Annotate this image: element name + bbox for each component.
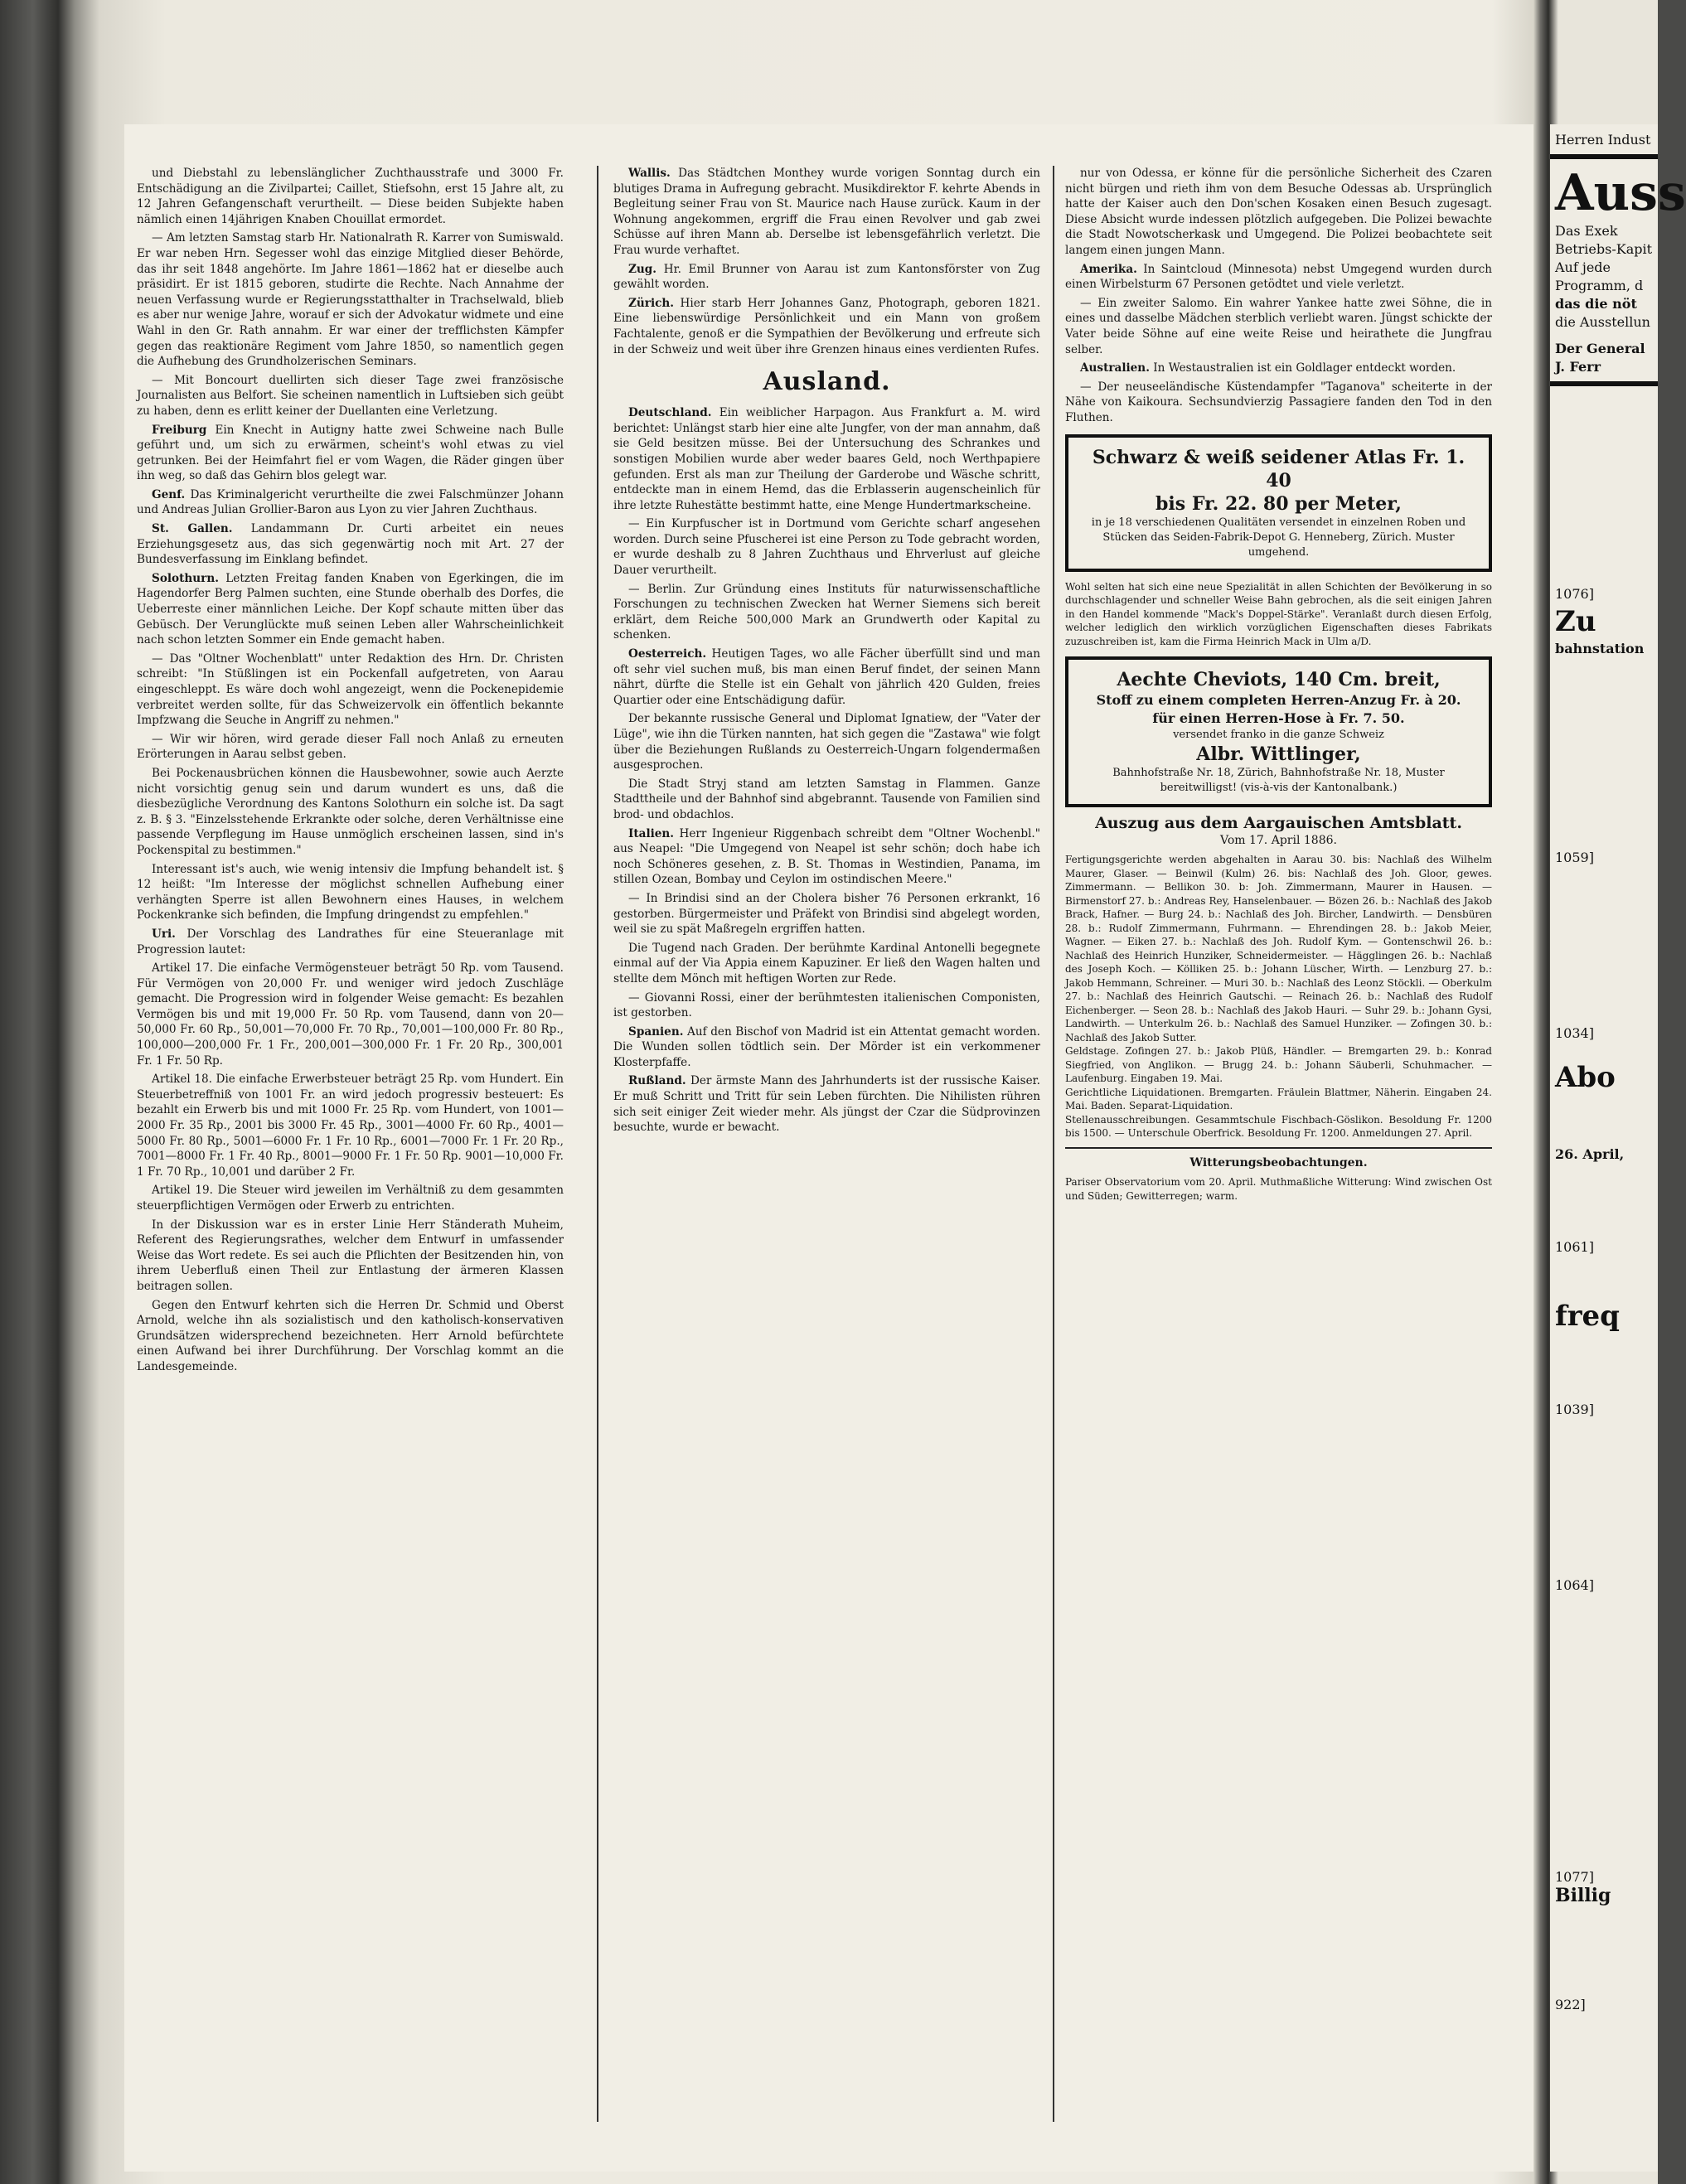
article-text: Das Städtchen Monthey wurde vorigen Sonntag durch ein blutiges Drama in Aufregung gebracht. Musikdirektor F. kehrte Abends in Begleitung seiner Frau von St. Maurice nach Hause zurück. Kaum in der Wohnung angekommen, ergriff die Frau einen Revolver und gab zwei Schüsse auf ihren Mann ab. Derselbe ist lebensgefährlich verletzt. Die Frau wurde verhaftet. — [613, 167, 1040, 257]
article-paragraph — [137, 571, 564, 648]
article-paragraph: Artikel 17. Die einfache Vermögensteuer beträgt 50 Rp. vom Tausend. Für Vermögen von 20,000 Fr. und weniger wird jedoch Zuschläge gemacht. Die Progression wird in folgender Weise gemacht: Es bezahlen Vermögen bis und mit 19,000 Fr. 50 Rp. vom Tausend, dann von 20—50,000 Fr. 60 Rp., 50,001—70,000 Fr. 70 Rp., 70,001—100,000 Fr. 80 Rp., 100,000—200,000 Fr. 1 Fr., 200,001—300,000 Fr. 1 Fr. 20 Rp., 300,001 Fr. 1 Fr. 50 Rp. — [137, 961, 564, 1068]
article-paragraph — [613, 166, 1040, 259]
article-text: Ein weiblicher Harpagon. Aus Frankfurt a. M. wird berichtet: Unlängst starb hier eine alte Jungfer, von der man annahm, daß sie Geld besitzen müsse. Bei der Untersuchung des Schrankes und sonstigen Mobilien wurde aber weder baares Geld, noch Werthpapiere gefunden. Erst als man zur Theilung der Garderobe und Wäsche schritt, entdeckte man in einem Hemd, das die Erblasserin augenscheinlich für ihre letzte Ruhestätte bestimmt hatte, eine Menge Hundertmarkscheine. — [613, 406, 1040, 512]
edge-headline: Auss — [1555, 164, 1686, 222]
edge-headline: freq — [1555, 1300, 1620, 1333]
place-keyword: Italien. — [628, 826, 675, 840]
edge-number: 1077] — [1555, 1869, 1594, 1885]
ad-firm: Albr. Wittlinger, — [1196, 743, 1361, 765]
place-keyword: Australien. — [1080, 361, 1150, 375]
article-text: Letzten Freitag fanden Knaben von Egerkingen, die im Hagendorfer Berg Palmen suchten, eine Stunde oberhalb des Dorfes, die Ueberreste einer männlichen Leiche. Der Kopf schaute mitten über das Gebüsch. Der Verunglückte muß seinen Leben aller Wahrscheinlichkeit nach schon letzten Sommer ein Ende gemacht haben. — [137, 571, 564, 647]
edge-text: Betriebs-Kapit — [1555, 241, 1653, 257]
ad-headline: bis Fr. 22. 80 per Meter, — [1155, 492, 1402, 515]
column-1 — [137, 166, 564, 2122]
place-keyword: Deutschland. — [628, 406, 712, 420]
article-paragraph — [613, 405, 1040, 513]
ad-text: in je 18 verschiedenen Qualitäten versendet in einzelnen Roben und Stücken das Seiden-Fabrik-Depot G. Henneberg, Zürich. Muster umgehend. — [1091, 516, 1466, 559]
article-text: Der Vorschlag des Landrathes für eine Steueranlage mit Progression lautet: — [137, 927, 564, 956]
edge-text: bahnstation — [1555, 641, 1645, 656]
mack-advertisement: Wohl selten hat sich eine neue Spezialität in allen Schichten der Bevölkerung in so durchschlagender und schneller Weise Bahn gebrochen, als die seit einigen Jahren in den Handel kommende "Mack's Doppel-Stärke". Veranlaßt durch diesen Erfolg, welcher lediglich den wirklich vorzüglichen Eigenschaften dieses Fabrikats zuzuschreiben ist, kam die Firma Heinrich Mack in Ulm a/D. — [1065, 580, 1492, 647]
weather-text: Pariser Observatorium vom 20. April. Muthmaßliche Witterung: Wind zwischen Ost und Süden; Gewitterregen; warm. — [1065, 1176, 1492, 1202]
article-paragraph: Artikel 19. Die Steuer wird jeweilen im Verhältniß zu dem gesammten steuerpflichtigen Vermögen oder Erwerb zu entrichten. — [137, 1184, 564, 1213]
edge-text: Der General — [1555, 341, 1645, 356]
newspaper-page — [124, 124, 1533, 2172]
article-paragraph: Bei Pockenausbrüchen können die Hausbewohner, sowie auch Aerzte nicht vorsichtig genug sein und darum wundert es uns, daß die diesbezügliche Verordnung des Kantons Solothurn ein solche ist. Da sagt z. B. § 3. "Einzelsstehende Erkrankte oder solche, deren Verhältnisse eine passende Verpflegung im Hause unmöglich erscheinen lassen, sind in's Pockenspital zu bestimmen." — [137, 766, 564, 857]
article-paragraph: — Der neuseeländische Küstendampfer "Taganova" scheiterte in der Nähe von Kaikoura. Sechsundvierzig Passagiere fanden den Tod in den Fluthen. — [1065, 380, 1492, 424]
cheviot-advertisement — [1065, 656, 1492, 807]
place-keyword: Solothurn. — [152, 571, 219, 585]
ad-address: Bahnhofstraße Nr. 18, Zürich, Bahnhofstraße Nr. 18, Muster bereitwilligst! (vis-à-vis der Kantonalbank.) — [1112, 767, 1445, 794]
amtsblatt-geldstage: Geldstage. Zofingen 27. b.: Jakob Plüß, Händler. — Bremgarten 29. b.: Konrad Siegfried, von Anglikon. — Brugg 24. b.: Johann Säuberli, Schuhmacher. — Laufenburg. Eingaben 19. Mai. — [1065, 1045, 1492, 1085]
column-3 — [1065, 166, 1492, 2122]
article-paragraph — [613, 262, 1040, 293]
article-text: In Saintcloud (Minnesota) nebst Umgegend wurden durch einen Wirbelsturm 67 Personen getödtet und viele verletzt. — [1065, 262, 1492, 292]
place-keyword: Zug. — [628, 262, 657, 276]
ad-headline: Schwarz & weiß seidener Atlas Fr. 1. 40 — [1092, 446, 1466, 492]
section-heading: Ausland. — [763, 367, 891, 397]
article-paragraph: — Berlin. Zur Gründung eines Instituts für naturwissenschaftliche Forschungen zu technischen Zwecken hat Werner Siemens sich bereit erklärt, dem Reiche 500,000 Mark an Grundwerth oder Kapital zu schenken. — [613, 582, 1040, 642]
article-paragraph: — In Brindisi sind an der Cholera bisher 76 Personen erkrankt, 16 gestorben. Bürgermeister und Präfekt von Brindisi sind abgelegt worden, weil sie zu spät Maßregeln ergriffen hatten. — [613, 891, 1040, 937]
article-paragraph: Interessant ist's auch, wie wenig intensiv die Impfung behandelt ist. § 12 heißt: "Im Interesse der möglichst schnellen Aufhebung einer verhängten Sperre ist allen Bewohnern eines Hauses, in welchem Pockenkranke sich befinden, die Impfung dringendst zu empfehlen." — [137, 862, 564, 923]
article-paragraph: — Das "Oltner Wochenblatt" unter Redaktion des Hrn. Dr. Christen schreibt: "In Stüßlingen ist ein Pockenfall aufgetreten, von Aarau eingeschleppt. Es wäre doch wohl angezeigt, wenn die Pockenepidemie verbreitet werden sollte, für das Schweizervolk ein öffentlich bekannte Impfzwang die Seuche in Angriff zu nehmen." — [137, 651, 564, 728]
place-keyword: Genf. — [152, 487, 186, 501]
edge-text: J. Ferr — [1555, 359, 1601, 375]
column-rule — [597, 166, 598, 2122]
edge-number: 1064] — [1555, 1577, 1594, 1593]
edge-number: 1076] — [1555, 586, 1594, 602]
place-keyword: Zürich. — [628, 296, 675, 310]
edge-headline: Zu — [1555, 605, 1596, 638]
article-paragraph: nur von Odessa, er könne für die persönliche Sicherheit des Czaren nicht bürgen und rieth ihm von dem Besuche Odessas ab. Ursprünglich hatte der Kaiser auch den Don'schen Kosaken einen Besuch zugesagt. Diese Absicht wurde indessen plötzlich aufgegeben. Die Polizei bewachte die Stadt Nowotscherkask und Umgegend. Die Polizei beobachtete seit langem einen jungen Mann. — [1065, 167, 1492, 257]
article-paragraph: — Ein Kurpfuscher ist in Dortmund vom Gerichte scharf angesehen worden. Durch seine Pfuscherei ist eine Person zu Tode gebracht worden, er wurde deshalb zu 8 Jahren Zuchthaus und Ehrverlust auf gleiche Dauer verurtheilt. — [613, 517, 1040, 578]
article-paragraph — [613, 296, 1040, 357]
article-paragraph: und Diebstahl zu lebenslänglicher Zuchthausstrafe und 3000 Fr. Entschädigung an die Zivilpartei; Caillet, Stiefsohn, erst 15 Jahre alt, zu 12 Jahren Gefangenschaft verurtheilt. — Diese beiden Subjekte haben nämlich einen 14jährigen Knaben Chouillat ermordet. — [137, 167, 564, 226]
edge-text: Billig — [1555, 1885, 1611, 1906]
place-keyword: St. Gallen. — [152, 522, 233, 536]
amtsblatt-title: Auszug aus dem Aargauischen Amtsblatt. — [1095, 814, 1462, 832]
article-text: Hier starb Herr Johannes Ganz, Photograph, geboren 1821. Eine liebenswürdige Persönlichkeit und ein Mann von großem Fachtalente, genoß er die Sympathien der Bevölkerung und erfreute sich in der Schweiz und weit über ihre Grenzen hinaus eines verdienten Rufes. — [613, 296, 1040, 356]
place-keyword: Freiburg — [152, 423, 207, 437]
place-keyword: Amerika. — [1080, 262, 1137, 276]
divider — [1550, 154, 1658, 159]
article-paragraph — [137, 521, 564, 568]
article-paragraph: Artikel 18. Die einfache Erwerbsteuer beträgt 25 Rp. vom Hundert. Ein Steuerbetreffniß von 1001 Fr. an wird jedoch progressiv besteuert: Es bezahlt ein Erwerb bis und mit 1000 Fr. 25 Rp. vom Hundert, von 1001—2000 Fr. 35 Rp., 2001 bis 3000 Fr. 45 Rp., 3001—4000 Fr. 60 Rp., 4001—5000 Fr. 80 Rp., 5001—6000 Fr. 1 Fr. 10 Rp., 6001—7000 Fr. 1 Fr. 20 Rp., 7001—8000 Fr. 1 Fr. 40 Rp., 8001—9000 Fr. 1 Fr. 50 Rp. 9001—10,000 Fr. 1 Fr. 70 Rp., 10,001 und darüber 2 Fr. — [137, 1073, 564, 1179]
edge-number: 1039] — [1555, 1402, 1594, 1417]
article-paragraph: Die Tugend nach Graden. Der berühmte Kardinal Antonelli begegnete einmal auf der Via Appia einem Kapuziner. Er ließ den Wagen halten und stellte dem Mönch mit heftigen Worten zur Rede. — [613, 941, 1040, 985]
edge-number: 922] — [1555, 1997, 1586, 2012]
article-text: Der ärmste Mann des Jahrhunderts ist der russische Kaiser. Er muß Schritt und Tritt für sein Leben fürchten. Die Nihilisten rühren sich seit einiger Zeit wieder mehr. Als jüngst der Czar die Südprovinzen besuchte, wurde er bewacht. — [613, 1074, 1040, 1135]
article-paragraph — [137, 423, 564, 484]
divider — [1550, 381, 1658, 386]
article-paragraph: — Giovanni Rossi, einer der berühmtesten italienischen Componisten, ist gestorben. — [613, 990, 1040, 1020]
ad-text: versendet franko in die ganze Schweiz — [1173, 729, 1384, 741]
article-paragraph: Der bekannte russische General und Diplomat Ignatiew, der "Vater der Lüge", wie ihn die Türken nannten, hat sich gegen die "Zastawa" wie folgt über die Beziehungen Rußlands zu Oesterreich-Ungarn folgendermaßen ausgesprochen. — [613, 712, 1040, 772]
article-paragraph: — Mit Boncourt duellirten sich dieser Tage zwei französische Journalisten aus Belfort. Sie scheinen namentlich in Luftsieben sich geübt zu haben, denn es erlitt keiner der Duellanten eine Verletzung. — [137, 373, 564, 418]
article-paragraph: — Wir wir hören, wird gerade dieser Fall noch Anlaß zu erneuten Erörterungen in Aarau selbst geben. — [137, 732, 564, 762]
ad-text: Stoff zu einem completen Herren-Anzug Fr. à 20. — [1096, 692, 1461, 708]
article-text: Ein Knecht in Autigny hatte zwei Schweine nach Bulle geführt und, um sich zu erwärmen, scheint's wohl etwas zu viel getrunken. Bei der Heimfahrt fiel er vom Wagen, die Räder gingen über ihn weg, so daß das Gehirn blos gelegt war. — [137, 423, 564, 483]
amtsblatt-date: Vom 17. April 1886. — [1220, 833, 1337, 847]
article-paragraph — [1065, 262, 1492, 293]
article-paragraph — [137, 487, 564, 518]
article-paragraph: — Ein zweiter Salomo. Ein wahrer Yankee hatte zwei Söhne, die in eines und dasselbe Mädchen sterblich verliebt waren. Jüngst schickte der Vater beide Söhne auf eine weite Reise und heirathete die Jungfrau selber. — [1065, 296, 1492, 356]
article-text: Herr Ingenieur Riggenbach schreibt dem "Oltner Wochenbl." aus Neapel: "Die Umgegend von Neapel ist sehr schön; doch habe ich noch Schöneres gesehen, z. B. St. Thomas in Westindien, Panama, im stillen Ozean, Bombay und Ceylon im ostindischen Meere." — [613, 826, 1040, 887]
article-text: Landammann Dr. Curti arbeitet ein neues Erziehungsgesetz aus, das sich gegenwärtig noch mit Art. 27 der Bundesverfassung im Einklang befindet. — [137, 522, 564, 567]
edge-text: Herren Indust — [1555, 132, 1651, 148]
edge-number: 1061] — [1555, 1239, 1594, 1255]
adjacent-page-edge — [1550, 124, 1686, 2172]
ad-text: für einen Herren-Hose à Fr. 7. 50. — [1152, 710, 1405, 726]
divider — [1065, 1147, 1492, 1149]
article-paragraph: Gegen den Entwurf kehrten sich die Herren Dr. Schmid und Oberst Arnold, welche ihn als sozialistisch und den katholisch-konservativen Grundsätzen widersprechend bezeichneten. Herr Arnold befürchtete einen Aufwand bei ihrer Durchführung. Der Vorschlag kommt an die Landesgemeinde. — [137, 1298, 564, 1373]
edge-text: die Ausstellun — [1555, 314, 1650, 330]
edge-text: Das Exek — [1555, 223, 1618, 239]
place-keyword: Wallis. — [628, 167, 671, 180]
edge-number: 1059] — [1555, 850, 1594, 865]
article-paragraph: Die Stadt Stryj stand am letzten Samstag in Flammen. Ganze Stadttheile und der Bahnhof sind abgebrannt. Tausende von Familien sind brod- und obdachlos. — [613, 777, 1040, 821]
amtsblatt-liquidationen: Gerichtliche Liquidationen. Bremgarten. Fräulein Blattmer, Näherin. Eingaben 24. Mai. Baden. Separat-Liquidation. — [1065, 1086, 1492, 1112]
article-paragraph — [613, 826, 1040, 888]
place-keyword: Oesterreich. — [628, 647, 707, 661]
article-paragraph — [613, 646, 1040, 708]
place-keyword: Uri. — [152, 927, 176, 941]
article-text: In Westaustralien ist ein Goldlager entdeckt worden. — [1153, 361, 1456, 375]
column-2 — [613, 166, 1040, 2122]
ad-headline: Aechte Cheviots, 140 Cm. breit, — [1117, 669, 1441, 690]
article-text: Hr. Emil Brunner von Aarau ist zum Kantonsförster von Zug gewählt worden. — [613, 262, 1040, 292]
edge-text: 26. April, — [1555, 1146, 1625, 1162]
amtsblatt-body: Fertigungsgerichte werden abgehalten in Aarau 30. bis: Nachlaß des Wilhelm Maurer, Glaser. — Beinwil (Kulm) 26. bis: Nachlaß des Joh. Gloor, gewes. Zimmermann. — Bellikon 30. b: Joh. Zimmermann, Maurer in Hausen. — Birmenstorf 27. b.: Andreas Rey, Hanselenbauer. — Bözen 26. b.: Nachlaß des Jakob Brack, Hafner. — Burg 24. b.: Nachlaß des Joh. Bircher, Landwirth. — Densbüren 28. b.: Rudolf Zimmermann, Fuhrmann. — Ehrendingen 28. b.: Jakob Meier, Wagner. — Eiken 27. b.: Nachlaß des Joh. Rudolf Kym. — Gontenschwil 26. b.: Nachlaß des Heinrich Hunziker, Schneidermeister. — Hägglingen 26. b.: Nachlaß des Joseph Koch. — Kölliken 25. b.: Johann Lüscher, Wirth. — Lenzburg 27. b.: Jakob Hemmann, Schreiner. — Muri 30. b.: Nachlaß des Leonz Stöckli. — Oberkulm 27. b.: Nachlaß des Heinrich Gautschi. — Reinach 26. b.: Nachlaß des Rudolf Eichenberger. — Seon 28. b.: Nachlaß des Jakob Hauri. — Suhr 29. b.: Johann Gysi, Landwirth. — Unterkulm 26. b.: Nachlaß des Samuel Hunziker. — Zofingen 30. b.: Nachlaß des Jakob Sutter. — [1065, 854, 1492, 1044]
article-paragraph: In der Diskussion war es in erster Linie Herr Ständerath Muheim, Referent des Regierungsrathes, welcher dem Entwurf in umfassender Weise das Wort redete. Es sei auch die Pflichten der Besitzenden hin, von ihrem Ueberfluß einen Theil zur Entlastung der ärmeren Klassen beitragen sollen. — [137, 1218, 564, 1293]
edge-text: Auf jede — [1555, 259, 1611, 275]
weather-title: Witterungsbeobachtungen. — [1189, 1155, 1368, 1169]
article-text: Auf den Bischof von Madrid ist ein Attentat gemacht worden. Die Wunden sollen tödtlich sein. Der Mörder ist ein verkommener Klosterpfaffe. — [613, 1024, 1041, 1069]
article-paragraph — [1065, 361, 1492, 376]
article-paragraph — [137, 927, 564, 957]
article-paragraph — [613, 1073, 1040, 1135]
edge-text: Programm, d — [1555, 278, 1644, 293]
place-keyword: Spanien. — [628, 1024, 684, 1039]
amtsblatt-stellen: Stellenausschreibungen. Gesammtschule Fischbach-Göslikon. Besoldung Fr. 1200 bis 1500. — Unterschule Oberfrick. Besoldung Fr. 1200. Anmeldungen 27. April. — [1065, 1113, 1492, 1140]
place-keyword: Rußland. — [628, 1074, 686, 1088]
edge-text: das die nöt — [1555, 296, 1637, 312]
article-paragraph: — Am letzten Samstag starb Hr. Nationalrath R. Karrer von Sumiswald. Er war neben Hrn. Segesser wohl das einzige Mitglied dieser Behörde, das ihr seit 1848 angehörte. Im Jahre 1861—1862 hat er dieselbe auch präsidirt. Er ist 1815 geboren, studirte die Rechte. Nach Annahme der neuen Verfassung wurde er Regierungsstatthalter in Trachselwald, blieb es aber nur wenige Jahre, worauf er sich der Advokatur widmete und eine Wahl in den Gr. Rath annahm. Er war einer der trefflichsten Kämpfer gegen das reaktionäre Regiment vom Jahre 1850, so namentlich gegen die Aufhebung des Grundholzerischen Seminars. — [137, 231, 564, 369]
column-rule — [1053, 166, 1054, 2122]
article-text: Heutigen Tages, wo alle Fächer überfüllt sind und man oft sehr viel suchen muß, bis man einen Beruf findet, der seinen Mann nährt, dürfte die Stelle ist ein Gehalt von jährlich 420 Gulden, freies Quartier oder eine Entschädigung dafür. — [613, 647, 1040, 707]
edge-headline: Abo — [1555, 1061, 1616, 1094]
article-paragraph — [613, 1024, 1040, 1071]
edge-number: 1034] — [1555, 1025, 1594, 1041]
silk-advertisement — [1065, 434, 1492, 572]
article-text: Das Kriminalgericht verurtheilte die zwei Falschmünzer Johann und Andreas Julian Grollier-Baron aus Lyon zu vier Jahren Zuchthaus. — [137, 487, 564, 517]
